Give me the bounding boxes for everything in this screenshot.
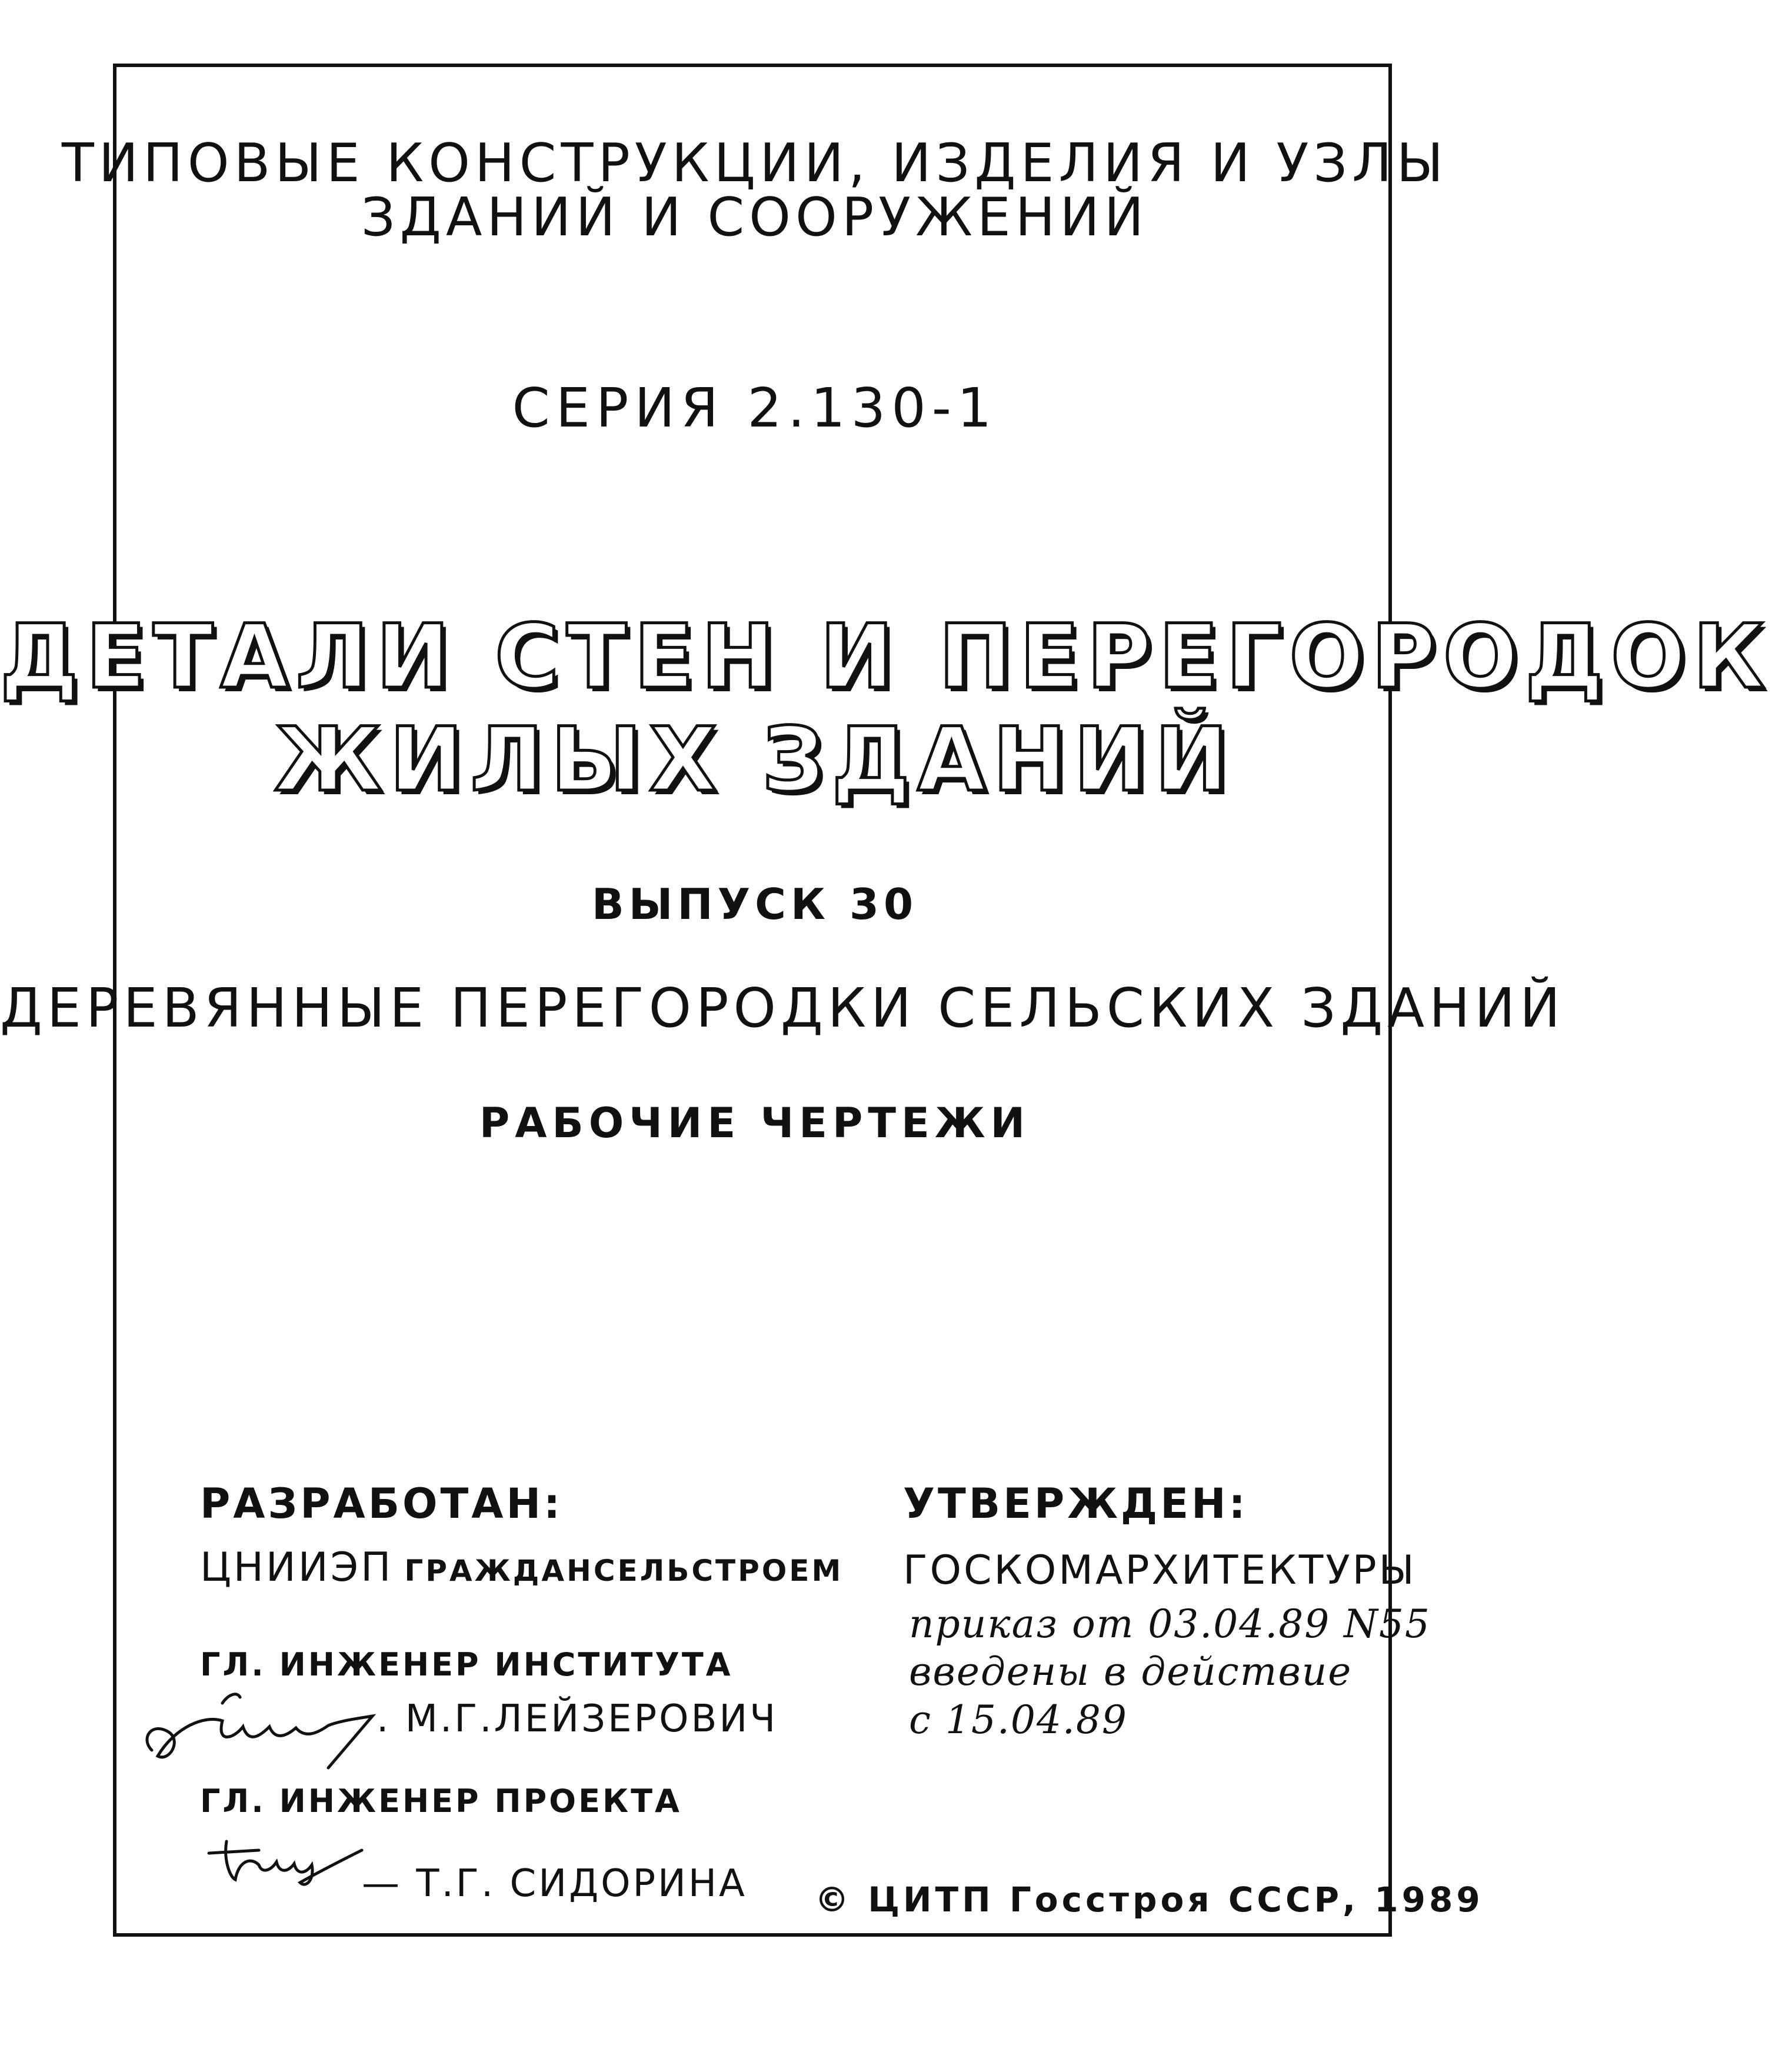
signature-leyzerovich [134, 1680, 381, 1780]
main-title-line-2: ЖИЛЫХ ЗДАНИЙ [274, 709, 1235, 811]
approved-label: УТВЕРЖДЕН: [903, 1480, 1248, 1528]
approval-date: с 15.04.89 [909, 1697, 1128, 1743]
issue-number: ВЫПУСК 30 [591, 880, 918, 929]
header-line-1: ТИПОВЫЕ КОНСТРУКЦИИ, ИЗДЕЛИЯ И УЗЛЫ [61, 132, 1448, 194]
approver-org: ГОСКОМАРХИТЕКТУРЫ [903, 1547, 1417, 1594]
main-title-line-1: ДЕТАЛИ СТЕН И ПЕРЕГОРОДОК [0, 606, 1772, 708]
copyright: © ЦИТП Госстроя СССР, 1989 [815, 1880, 1484, 1920]
approval-effective: введены в действие [909, 1649, 1353, 1694]
subtitle: ДЕРЕВЯННЫЕ ПЕРЕГОРОДКИ СЕЛЬСКИХ ЗДАНИЙ [0, 977, 1566, 1040]
document-type: РАБОЧИЕ ЧЕРТЕЖИ [479, 1099, 1031, 1147]
developed-label: РАЗРАБОТАН: [200, 1480, 564, 1528]
chief-project-label: ГЛ. ИНЖЕНЕР ПРОЕКТА [200, 1783, 682, 1820]
developer-org-main: ЦНИИЭП [200, 1544, 394, 1591]
approval-order: приказ от 03.04.89 N55 [909, 1601, 1431, 1647]
developer-org-sub: ГРАЖДАНСЕЛЬСТРОЕМ [404, 1554, 844, 1588]
chief-project-name: — Т.Г. СИДОРИНА [362, 1862, 747, 1906]
header-line-2: ЗДАНИЙ И СООРУЖЕНИЙ [361, 186, 1149, 248]
chief-institute-name: . М.Г.ЛЕЙЗЕРОВИЧ [377, 1697, 778, 1741]
developer-org [200, 1544, 843, 1591]
signature-sidorina [203, 1830, 379, 1894]
chief-institute-label: ГЛ. ИНЖЕНЕР ИНСТИТУТА [200, 1646, 733, 1683]
series-number: СЕРИЯ 2.130-1 [512, 377, 998, 439]
